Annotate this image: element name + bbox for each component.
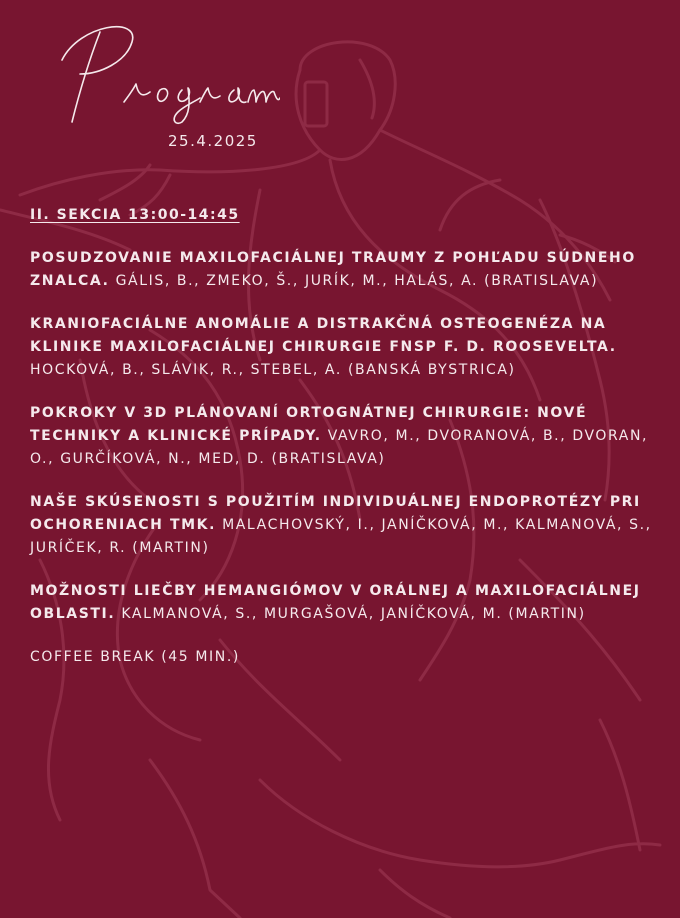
talk-title: POSUDZOVANIE MAXILOFACIÁLNEJ TRAUMY Z POHĽADU SÚDNEHO ZNALCA.	[30, 250, 636, 289]
talk-item	[30, 580, 660, 626]
talk-authors: MALACHOVSKÝ, I., JANÍČKOVÁ, M., KALMANOVÁ, S., JURÍČEK, R. (MARTIN)	[30, 517, 652, 556]
event-date: 25.4.2025	[168, 132, 258, 150]
talk-authors: KALMANOVÁ, S., MURGAŠOVÁ, JANÍČKOVÁ, M. (MARTIN)	[121, 606, 586, 622]
coffee-break: COFFEE BREAK (45 MIN.)	[30, 649, 240, 665]
talk-item	[30, 402, 660, 471]
talk-authors: GÁLIS, B., ZMEKO, Š., JURÍK, M., HALÁS, A. (BRATISLAVA)	[115, 273, 599, 289]
program-script-title	[50, 18, 280, 128]
talk-authors: HOCKOVÁ, B., SLÁVIK, R., STEBEL, A. (BANSKÁ BYSTRICA)	[30, 362, 516, 378]
talk-title: NAŠE SKÚSENOSTI S POUŽITÍM INDIVIDUÁLNEJ ENDOPROTÉZY PRI OCHORENIACH TMK.	[30, 494, 641, 533]
program-content	[30, 205, 660, 669]
talk-item	[30, 491, 660, 560]
talk-title: MOŽNOSTI LIEČBY HEMANGIÓMOV V ORÁLNEJ A MAXILOFACIÁLNEJ OBLASTI.	[30, 583, 641, 622]
talk-item	[30, 313, 660, 382]
talk-authors: VAVRO, M., DVORANOVÁ, B., DVORAN, O., GURČÍKOVÁ, N., MED, D. (BRATISLAVA)	[30, 428, 649, 467]
talk-item	[30, 247, 660, 293]
svg-text:Program: Program	[50, 18, 55, 19]
talk-title: KRANIOFACIÁLNE ANOMÁLIE A DISTRAKČNÁ OSTEOGENÉZA NA KLINIKE MAXILOFACIÁLNEJ CHIRURGIE FNSP F. D. ROOSEVELTA.	[30, 316, 617, 355]
talk-title: POKROKY V 3D PLÁNOVANÍ ORTOGNÁTNEJ CHIRURGIE: NOVÉ TECHNIKY A KLINICKÉ PRÍPADY.	[30, 405, 588, 444]
section-heading: II. SEKCIA 13:00-14:45	[30, 207, 240, 223]
